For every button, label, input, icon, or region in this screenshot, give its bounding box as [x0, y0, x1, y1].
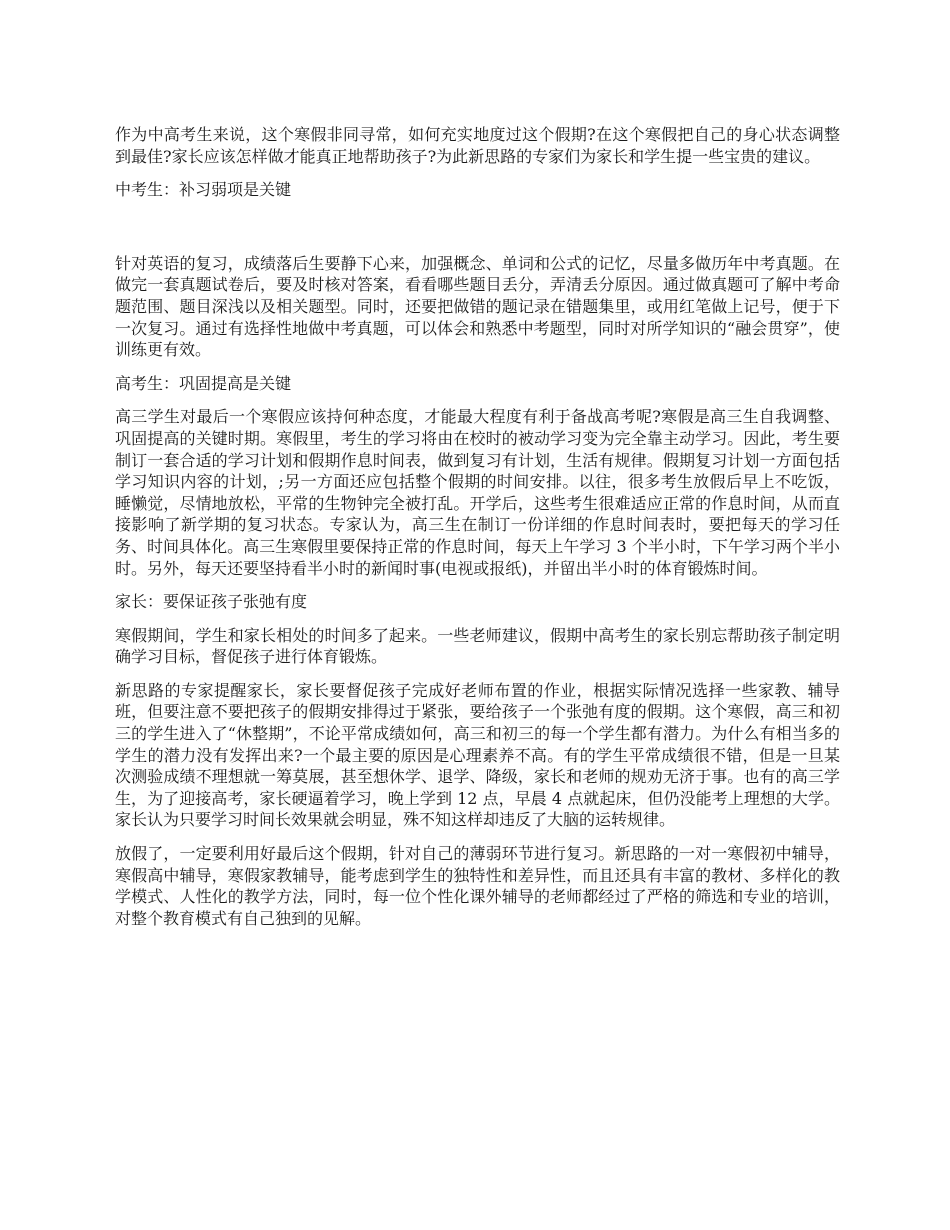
section-heading-zhongkao: 中考生：补习弱项是关键	[115, 180, 292, 200]
parents-paragraph-2: 新思路的专家提醒家长，家长要督促孩子完成好老师布置的作业，根据实际情况选择一些家教、辅导班，但要注意不要把孩子的假期安排得过于紧张，要给孩子一个张弛有度的假期。这个寒假，高三和初三的学生进入了“休整期”，不论平常成绩如何，高三和初三的每一个学生都有潜力。为什么有相当多的学生的潜力没有发挥出来?一个最主要的原因是心理素养不高。有的学生平常成绩很不错，但是一旦某次测验成绩不理想就一筹莫展，甚至想休学、退学、降级，家长和老师的规劝无济于事。也有的高三学生，为了迎接高考，家长硬逼着学习，晚上学到 12 点，早晨 4 点就起床，但仍没能考上理想的大学。家长认为只要学习时间长效果就会明显，殊不知这样却违反了大脑的运转规律。	[115, 680, 840, 830]
document-body	[115, 124, 840, 941]
closing-paragraph: 放假了，一定要利用好最后这个假期，针对自己的薄弱环节进行复习。新思路的一对一寒假初中辅导，寒假高中辅导，寒假家教辅导，能考虑到学生的独特性和差异性，而且还具有丰富的教材、多样化的教学模式、人性化的教学方法，同时，每一位个性化课外辅导的老师都经过了严格的筛选和专业的培训，对整个教育模式有自己独到的见解。	[115, 844, 840, 928]
blank-spacer	[115, 213, 840, 253]
section-heading-parents: 家长：要保证孩子张弛有度	[115, 592, 308, 612]
gaokao-paragraph: 高三学生对最后一个寒假应该持何种态度，才能最大程度有利于备战高考呢?寒假是高三生自我调整、巩固提高的关键时期。寒假里，考生的学习将由在校时的被动学习变为完全靠主动学习。因此，考生要制订一套合适的学习计划和假期作息时间表，做到复习有计划，生活有规律。假期复习计划一方面包括学习知识内容的计划，;另一方面还应包括整个假期的时间安排。以往，很多考生放假后早上不吃饭，睡懒觉，尽情地放松，平常的生物钟完全被打乱。开学后，这些考生很难适应正常的作息时间，从而直接影响了新学期的复习状态。专家认为，高三生在制订一份详细的作息时间表时，要把每天的学习任务、时间具体化。高三生寒假里要保持正常的作息时间，每天上午学习 3 个半小时，下午学习两个半小时。另外，每天还要坚持看半小时的新闻时事(电视或报纸)，并留出半小时的体育锻炼时间。	[115, 407, 840, 578]
parents-paragraph-1: 寒假期间，学生和家长相处的时间多了起来。一些老师建议，假期中高考生的家长别忘帮助孩子制定明确学习目标，督促孩子进行体育锻炼。	[115, 625, 840, 667]
intro-paragraph: 作为中高考生来说，这个寒假非同寻常，如何充实地度过这个假期?在这个寒假把自己的身心状态调整到最佳?家长应该怎样做才能真正地帮助孩子?为此新思路的专家们为家长和学生提一些宝贵的建议。	[115, 125, 840, 166]
section-heading-gaokao: 高考生：巩固提高是关键	[115, 373, 292, 393]
english-review-paragraph: 针对英语的复习，成绩落后生要静下心来，加强概念、单词和公式的记忆，尽量多做历年中考真题。在做完一套真题试卷后，要及时核对答案，看看哪些题目丢分，弄清丢分原因。通过做真题可了解中考命题范围、题目深浅以及相关题型。同时，还要把做错的题记录在错题集里，或用红笔做上记号，便于下一次复习。通过有选择性地做中考真题，可以体会和熟悉中考题型，同时对所学知识的“融会贯穿”，使训练更有效。	[115, 253, 840, 360]
